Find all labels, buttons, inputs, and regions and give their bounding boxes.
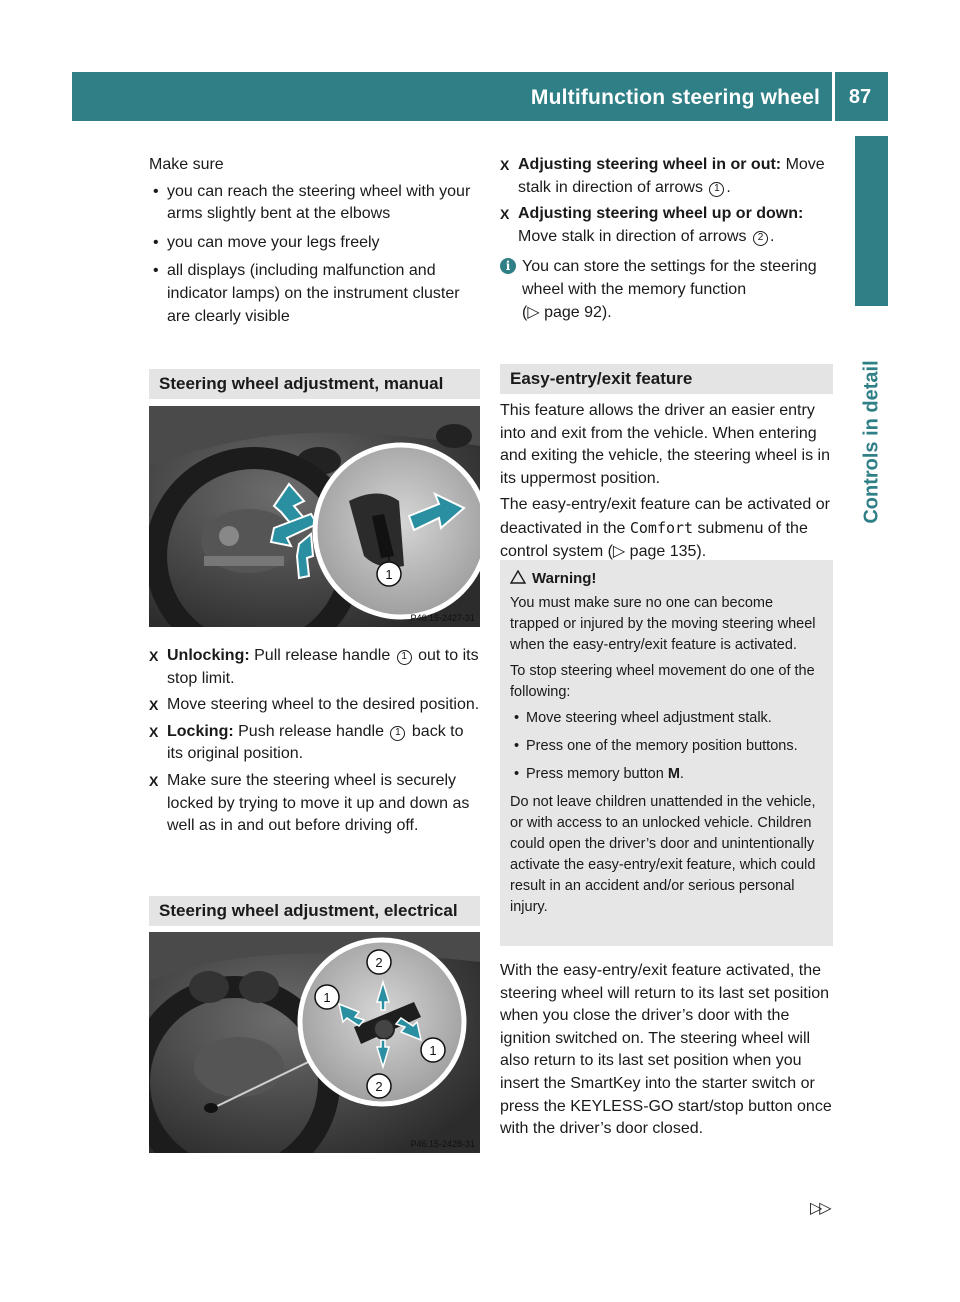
paragraph: The easy-entry/exit feature can be activated or deactivated in the Comfort submenu of the control system (▷ page 135).	[500, 496, 830, 560]
list-item: • all displays (including malfunction and indicator lamps) on the instrument cluster are clearly visible	[153, 262, 460, 325]
list-item: • you can move your legs freely	[153, 233, 380, 251]
intro-block	[149, 154, 481, 334]
list-item: • you can reach the steering wheel with your arms slightly bent at the elbows	[153, 182, 471, 223]
callout-1-right: 1	[429, 1043, 437, 1058]
warning-heading: Warning!	[510, 568, 823, 589]
electrical-steps	[500, 154, 835, 324]
side-tab	[855, 312, 888, 572]
info-icon: i	[500, 258, 516, 274]
callout-ref: 2	[753, 231, 768, 246]
page-number: 87	[848, 86, 872, 108]
page-reference: (▷ page 92).	[522, 303, 612, 321]
electrical-adjustment-figure	[149, 932, 480, 1153]
continue-marker: ▷▷	[810, 1200, 829, 1217]
page-title: Multifunction steering wheel	[530, 86, 820, 109]
list-item: X Locking: Push release handle 1 back to its original position.	[149, 722, 464, 763]
paragraph: To stop steering wheel movement do one of the following:	[510, 663, 815, 700]
list-item: X Make sure the steering wheel is securely locked by trying to move it up and down as well as in and out before driving off.	[149, 771, 470, 835]
callout-1: 1	[385, 567, 393, 582]
paragraph: You must make sure no one can become trapped or injured by the moving steering wheel when the easy-entry/exit feature is activated.	[510, 595, 816, 653]
paragraph: Do not leave children unattended in the vehicle, or with access to an unlocked vehicle. Children could open the driver’s door and unintentionally activate the easy-entry/exit feature, which could result in an accident and/or serious personal injury.	[510, 794, 816, 915]
list-item: X Adjusting steering wheel in or out: Move stalk in direction of arrows 1 .	[500, 156, 825, 196]
side-tab-marker	[855, 136, 888, 306]
figure-code: P46.15-2427-31	[410, 613, 475, 623]
paragraph: This feature allows the driver an easier entry into and exit from the vehicle. When entering and exiting the vehicle, the steering wheel is in its uppermost position.	[500, 402, 830, 487]
header-divider	[832, 72, 835, 121]
info-note: i You can store the settings for the steering wheel with the memory function (▷ page 92).	[500, 256, 835, 324]
section-heading-electrical: Steering wheel adjustment, electrical	[149, 896, 480, 926]
side-tab-label: Controls in detail	[860, 360, 882, 524]
list-item: • Move steering wheel adjustment stalk.	[514, 710, 772, 726]
callout-ref: 1	[390, 726, 405, 741]
callout-2-bottom: 2	[375, 1079, 383, 1094]
section-heading-easy-entry: Easy-entry/exit feature	[500, 364, 833, 394]
menu-name: Comfort	[629, 518, 694, 537]
list-item: X Adjusting steering wheel up or down: Move stalk in direction of arrows 2 .	[500, 205, 804, 245]
section-heading-manual: Steering wheel adjustment, manual	[149, 369, 480, 399]
figure-code: P46.15-2428-31	[410, 1139, 475, 1149]
manual-adjustment-figure	[149, 406, 480, 627]
paragraph: With the easy-entry/exit feature activated, the steering wheel will return to its last set position when you close the driver’s door with the ignition switched on. The steering wheel will also return to its last set position when you insert the SmartKey into the starter switch or press the KEYLESS-GO start/stop button once with the driver’s door closed.	[500, 962, 832, 1138]
callout-1-left: 1	[323, 990, 331, 1005]
callout-ref: 1	[397, 650, 412, 665]
warning-box	[500, 560, 833, 946]
callout-2-top: 2	[375, 955, 383, 970]
warning-triangle-icon	[510, 570, 526, 584]
list-item: • Press one of the memory position buttons.	[514, 738, 798, 754]
easy-entry-text	[500, 400, 835, 567]
callout-ref: 1	[709, 182, 724, 197]
manual-steps	[149, 645, 481, 842]
list-item: X Unlocking: Pull release handle 1 out to its stop limit.	[149, 647, 479, 687]
list-item: • Press memory button M.	[514, 766, 684, 782]
intro-text: Make sure	[149, 156, 224, 173]
list-item: X Move steering wheel to the desired position.	[149, 696, 480, 714]
easy-entry-conclusion	[500, 960, 835, 1145]
